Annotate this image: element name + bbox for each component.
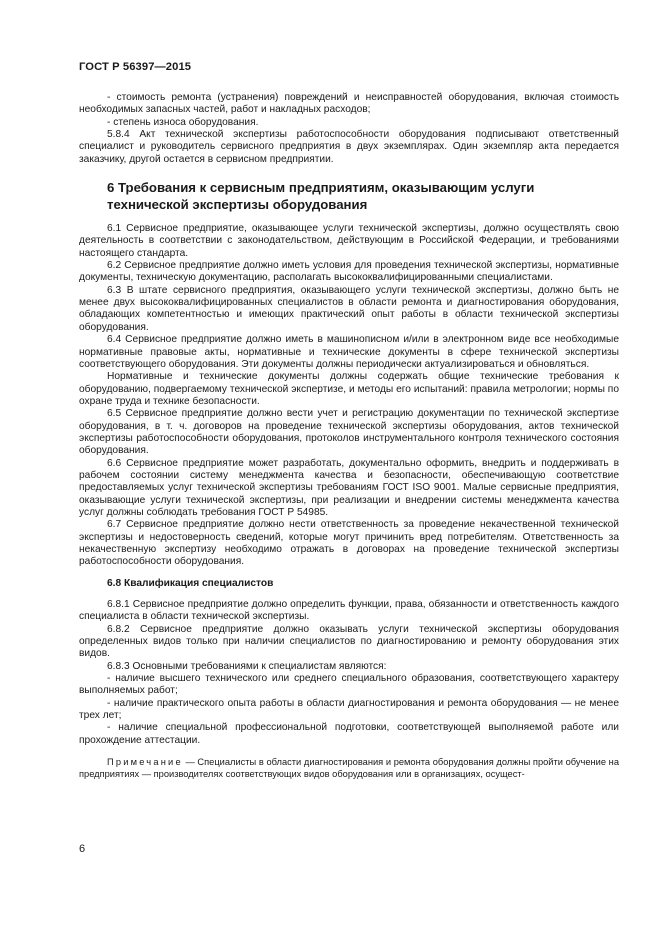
page-header: ГОСТ Р 56397—2015 xyxy=(79,61,192,73)
section-6-8-paragraph: 6.8.3 Основными требованиями к специалистам являются: xyxy=(107,660,387,672)
section-6-paragraph: 6.2 Сервисное предприятие должно иметь условия для проведения технической экспертизы, нормативные документы, техническую документацию, располагать высококвалифицированными специалистами. xyxy=(79,260,619,284)
intro-paragraph: - степень износа оборудования. xyxy=(107,116,259,128)
section-6-8-paragraph: - наличие специальной профессиональной подготовки, соответствующей выполняемой работе или прохождение аттестации. xyxy=(79,722,619,746)
section-6-paragraph: 6.4 Сервисное предприятие должно иметь в машинописном и/или в электронном виде все необходимые нормативные правовые акты, нормативные и технические документы в сфере технической экспертизы соответствующего оборудования. Эти документы должны периодически актуализироваться и обновляться. xyxy=(79,334,619,370)
section-6-8-paragraph: 6.8.1 Сервисное предприятие должно определить функции, права, обязанности и ответственность каждого специалиста в области технической экспертизы. xyxy=(79,599,619,623)
intro-paragraph: - стоимость ремонта (устранения) повреждений и неисправностей оборудования, включая стоимость необходимых запасных частей, работ и накладных расходов; xyxy=(79,92,619,116)
note-paragraph xyxy=(79,756,619,780)
section-6-paragraph: 6.7 Сервисное предприятие должно нести ответственность за проведение некачественной технической экспертизы и недостоверность сведений, которые могут причинить вред потребителям. Ответственность за некачественную экспертизу необходимо отражать в договорах на проведение технической экспертизы работоспособности оборудования. xyxy=(79,519,619,568)
section-6-paragraph: 6.3 В штате сервисного предприятия, оказывающего услуги технической экспертизы, должно быть не менее двух высококвалифицированных специалистов в области ремонта и диагностирования оборудования, обладающих компетентностью и имеющих практический опыт работы в области технической экспертизы оборудования. xyxy=(79,284,619,333)
section-6-8-paragraph: - наличие практического опыта работы в области диагностирования и ремонта оборудования — не менее трех лет; xyxy=(79,697,619,722)
section-6-paragraph: 6.6 Сервисное предприятие может разработать, документально оформить, внедрить и поддерживать в рабочем состоянии систему менеджмента качества и безопасности, обеспечивающую соответствие предоставляемых услуг технической экспертизы требованиям ГОСТ ISO 9001. Малые сервисные предприятия, оказывающие услуги технической экспертизы, при реализации и внедрении системы менеджмента качества услуг должны соблюдать требования ГОСТ Р 54985. xyxy=(79,457,619,518)
page-content xyxy=(79,92,619,781)
note-dash: — xyxy=(182,757,198,768)
section-6-paragraph: 6.5 Сервисное предприятие должно вести учет и регистрацию документации по технической экспертизе оборудования, в т. ч. договоров на проведение технической экспертизы оборудования, актов технической экспертизы работоспособности оборудования, протоколов инструментального контроля технического состояния оборудования. xyxy=(79,408,619,457)
section-6-paragraph: 6.1 Сервисное предприятие, оказывающее услуги технической экспертизы, должно осуществлять свою деятельность в соответствии с законодательством, действующим в Российской Федерации, и требованиями настоящего стандарта. xyxy=(79,223,619,259)
intro-paragraph: 5.8.4 Акт технической экспертизы работоспособности оборудования подписывают ответственный специалист и руководитель сервисного предприятия в двух экземплярах. Один экземпляр акта передается заказчику, другой остается в сервисном предприятии. xyxy=(79,129,619,165)
note-label: Примечание xyxy=(107,757,183,768)
section-6-8-paragraph: - наличие высшего технического или среднего специального образования, соответствующего характеру выполняемых работ; xyxy=(79,673,619,697)
section-6-title: 6 Требования к сервисным предприятиям, оказывающим услуги технической экспертизы оборудования xyxy=(107,180,535,212)
section-6-8-paragraph: 6.8.2 Сервисное предприятие должно оказывать услуги технической экспертизы оборудования определенных видов только при наличии специалистов по диагностированию и ремонту оборудования этих видов. xyxy=(79,623,619,660)
page-number: 6 xyxy=(79,843,86,855)
note-text: Специалисты в области диагностирования и ремонта оборудования должны пройти обучение на предприятиях — производителях соответствующих видов оборудования или в организациях, осущест- xyxy=(79,757,619,780)
section-6-8-title: 6.8 Квалификация специалистов xyxy=(107,577,274,589)
section-6-paragraph: Нормативные и технические документы должны содержать общие технические требования к оборудованию, подвергаемому технической экспертизе, и методы его испытаний: правила метрологии; нормы по охране труда и технике безопасности. xyxy=(79,371,619,407)
